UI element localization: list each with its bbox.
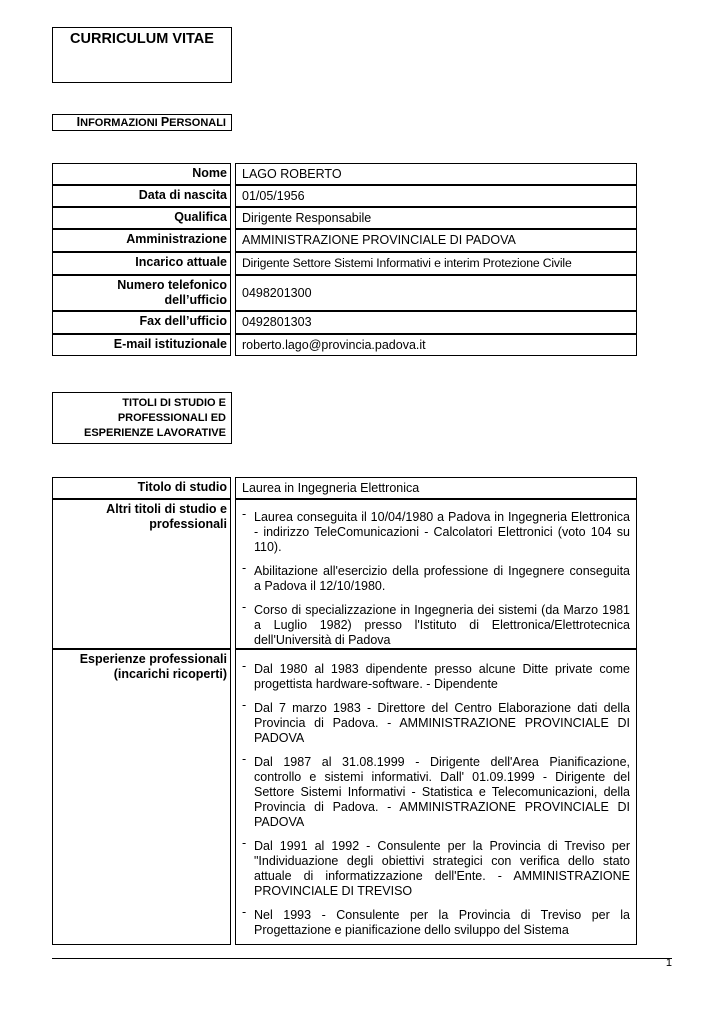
list-item: - Dal 1987 al 31.08.1999 - Dirigente dell'Area Pianificazione, controllo e sistemi informativi. Dall' 01.09.1999 - Dirigente del Settore Sistemi Informativi - Statistica e Telecomunicazioni, della Provincia di Padova. - AMMINISTRAZIONE PROVINCIALE DI PADOVA	[242, 755, 630, 830]
section-titles-line3: ESPERIENZE LAVORATIVE	[83, 427, 226, 439]
personal-value: roberto.lago@provincia.padova.it	[235, 334, 637, 356]
personal-label: Incarico attuale	[52, 252, 231, 275]
personal-label: Data di nascita	[52, 185, 231, 207]
personal-label: Fax dell’ufficio	[52, 311, 231, 334]
list-item: - Laurea conseguita il 10/04/1980 a Padova in Ingegneria Elettronica - indirizzo TeleComunicazioni - Calcolatori Elettronici (voto 104 su 110).	[242, 510, 630, 555]
list-item: - Nel 1993 - Consulente per la Provincia di Treviso per la Progettazione e pianificazione dello sviluppo del Sistema	[242, 908, 630, 938]
page-number: 1	[665, 957, 672, 969]
other-titles-list	[235, 499, 637, 649]
list-item: - Dal 7 marzo 1983 - Direttore del Centro Elaborazione dati della Provincia di Padova. - AMMINISTRAZIONE PROVINCIALE DI PADOVA	[242, 701, 630, 746]
personal-row-incarico	[52, 252, 637, 275]
section-titles-line1: TITOLI DI STUDIO E	[122, 397, 226, 409]
cv-title: CURRICULUM VITAE	[70, 31, 214, 47]
experience-label: Esperienze professionali (incarichi ricoperti)	[52, 649, 231, 945]
section-titles-experience	[52, 392, 232, 444]
personal-value: AMMINISTRAZIONE PROVINCIALE DI PADOVA	[235, 229, 637, 252]
footer-divider	[52, 958, 672, 959]
personal-row-telefono	[52, 275, 637, 311]
other-titles-row	[52, 499, 637, 649]
personal-label: E-mail istituzionale	[52, 334, 231, 356]
studies-value: Laurea in Ingegneria Elettronica	[235, 477, 637, 499]
list-item: - Dal 1980 al 1983 dipendente presso alcune Ditte private come progettista hardware-software. - Dipendente	[242, 662, 630, 692]
personal-value: 0492801303	[235, 311, 637, 334]
list-item: - Abilitazione all'esercizio della professione di Ingegnere conseguita a Padova il 12/10/1980.	[242, 564, 630, 594]
other-titles-label: Altri titoli di studio e professionali	[52, 499, 231, 649]
personal-value: LAGO ROBERTO	[235, 163, 637, 185]
personal-value: 0498201300	[235, 275, 637, 311]
experience-list	[235, 649, 637, 945]
personal-label: Nome	[52, 163, 231, 185]
personal-value: Dirigente Settore Sistemi Informativi e interim Protezione Civile	[235, 252, 637, 275]
cv-title-box	[52, 27, 232, 83]
list-item: - Corso di specializzazione in Ingegneria dei sistemi (da Marzo 1981 a Luglio 1982) presso l'Istituto di Elettronica/Elettrotecnica dell'Università di Padova	[242, 603, 630, 648]
personal-row-email	[52, 334, 637, 356]
personal-value: 01/05/1956	[235, 185, 637, 207]
personal-label: Numero telefonico dell’ufficio	[52, 275, 231, 311]
studies-row	[52, 477, 637, 499]
personal-row-qualifica	[52, 207, 637, 229]
section-personal-info: INFORMAZIONI PERSONALI	[52, 114, 232, 131]
personal-row-fax	[52, 311, 637, 334]
personal-label: Qualifica	[52, 207, 231, 229]
personal-label: Amministrazione	[52, 229, 231, 252]
personal-row-amministrazione	[52, 229, 637, 252]
personal-row-data-nascita	[52, 185, 637, 207]
experience-row	[52, 649, 637, 945]
personal-row-nome	[52, 163, 637, 185]
list-item: - Dal 1991 al 1992 - Consulente per la Provincia di Treviso per "Individuazione degli obiettivi strategici con verifica dello stato attuale di informatizzazione dell'Ente. - AMMINISTRAZIONE PROVINCIALE DI TREVISO	[242, 839, 630, 899]
personal-value: Dirigente Responsabile	[235, 207, 637, 229]
section-titles-line2: PROFESSIONALI ED	[117, 412, 226, 424]
studies-label: Titolo di studio	[52, 477, 231, 499]
